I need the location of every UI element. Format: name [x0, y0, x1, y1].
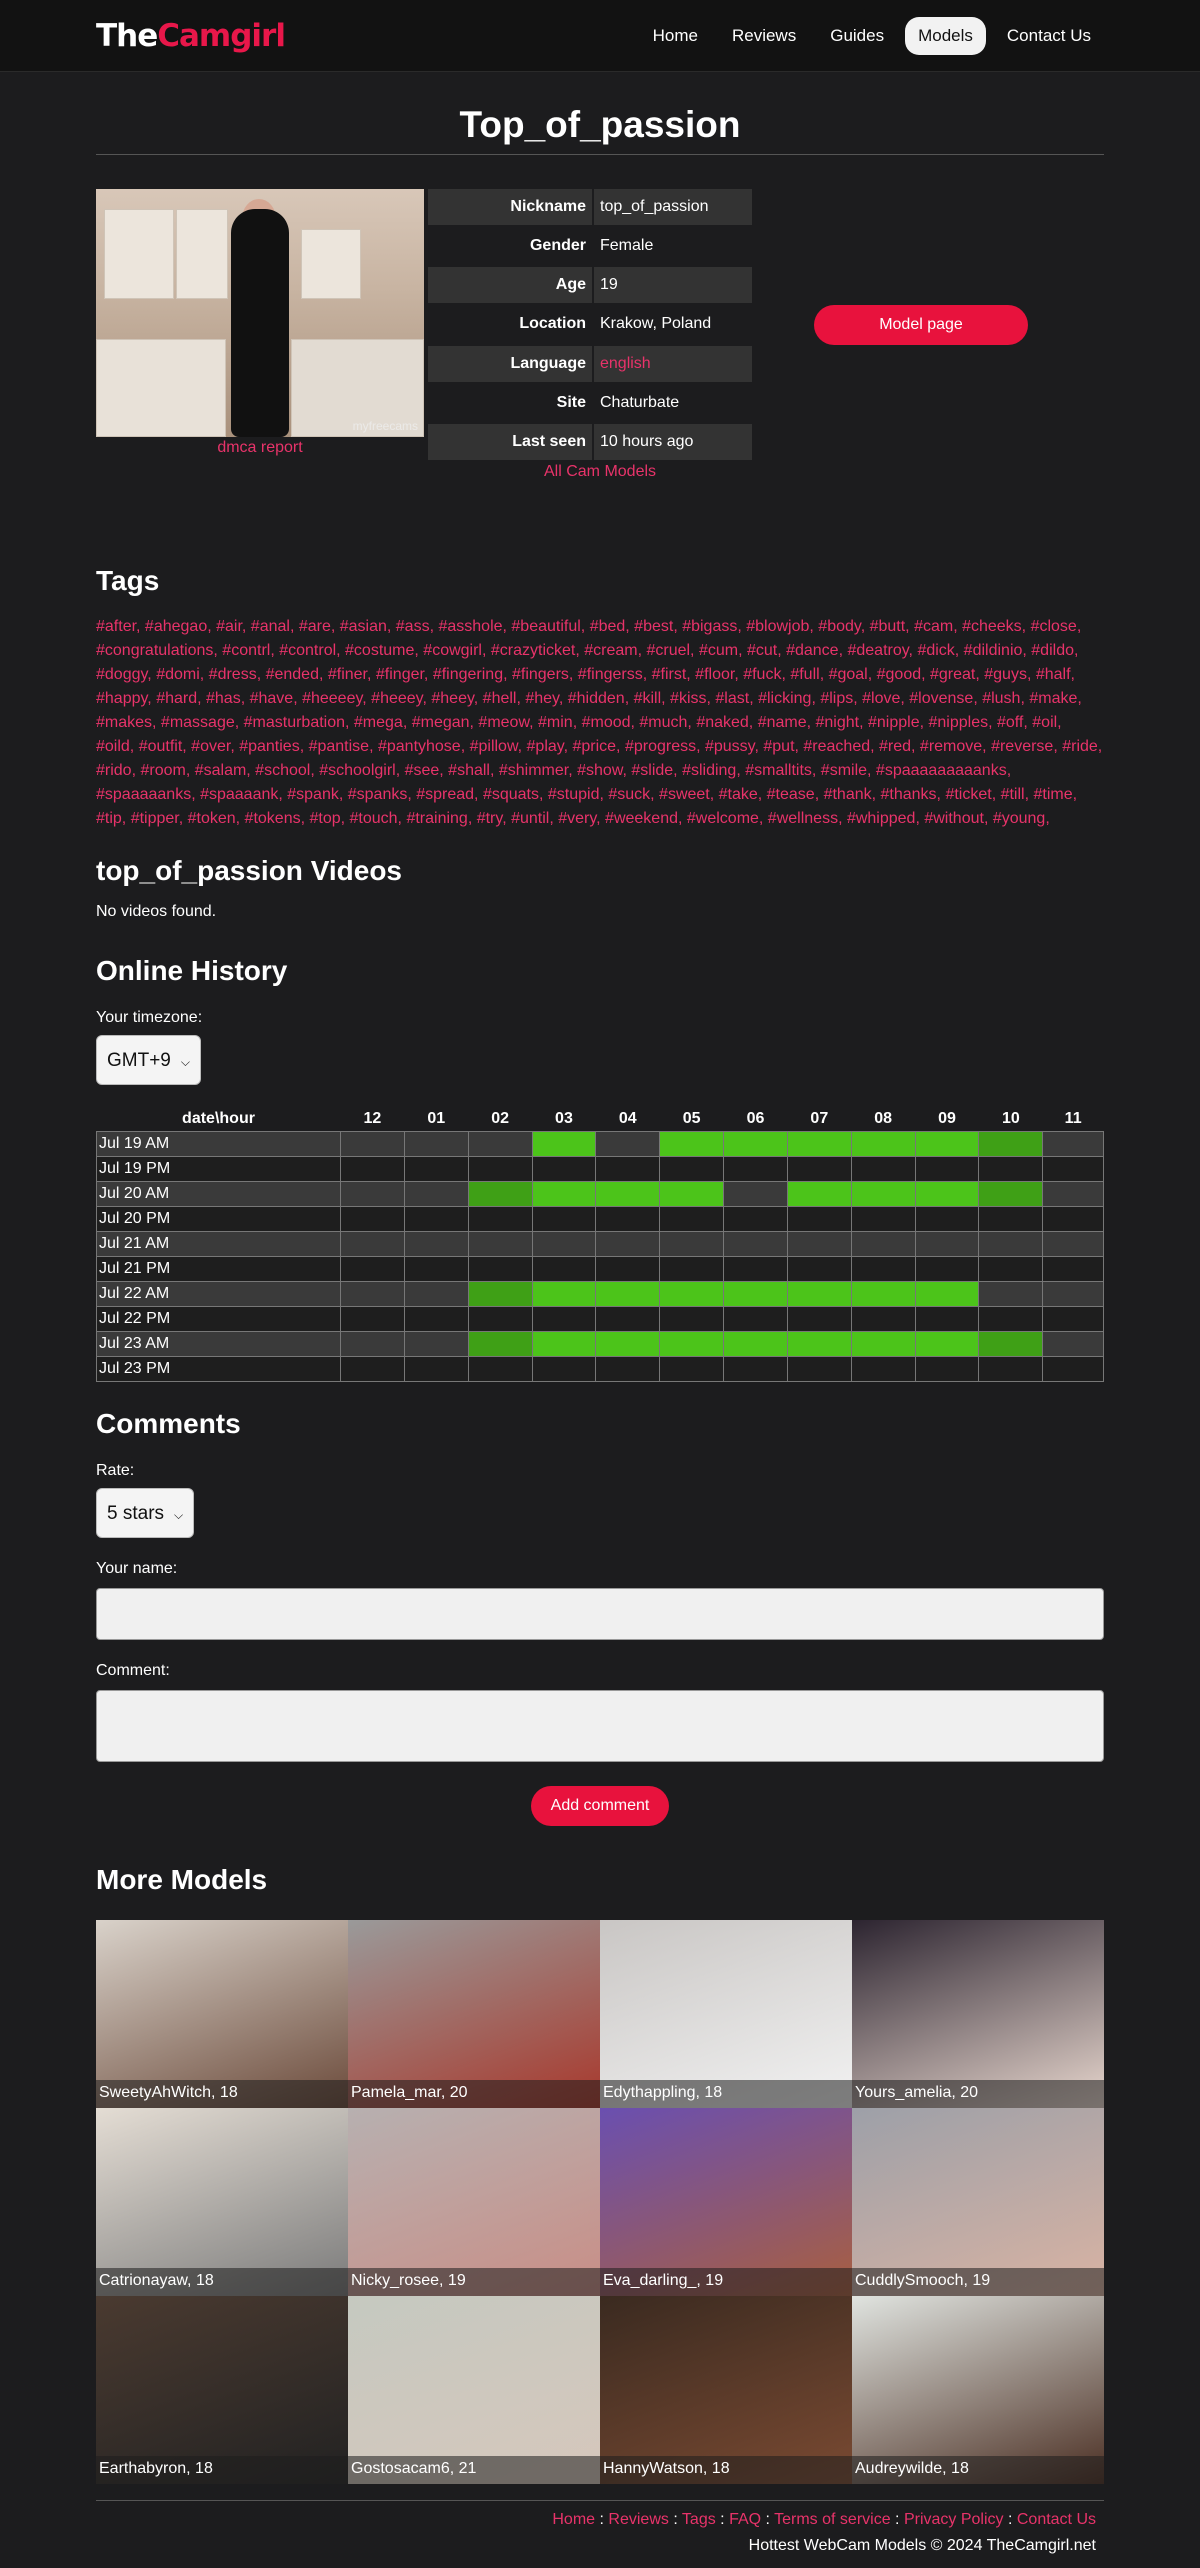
model-card[interactable] [96, 2108, 348, 2296]
info-value: 10 hours ago [592, 424, 752, 460]
history-cell [851, 1356, 915, 1381]
history-cell-online [532, 1181, 596, 1206]
history-cell [724, 1206, 788, 1231]
history-cell [915, 1306, 979, 1331]
hour-header: 05 [682, 1109, 701, 1127]
history-cell-online [724, 1131, 788, 1156]
rate-label: Rate: [96, 1461, 135, 1479]
copyright-text: Hottest WebCam Models © 2024 TheCamgirl.net [748, 2536, 1096, 2554]
footer-link-faq[interactable]: FAQ [729, 2510, 762, 2528]
history-cell-online [468, 1181, 532, 1206]
history-row [97, 1156, 1104, 1181]
history-cell [1043, 1181, 1104, 1206]
hour-header: 07 [810, 1109, 829, 1127]
logo-part-2: Camgirl [157, 18, 285, 54]
language-link[interactable]: english [600, 354, 651, 372]
model-card[interactable] [852, 2108, 1104, 2296]
history-cell [851, 1256, 915, 1281]
history-cell [404, 1231, 468, 1256]
history-cell [724, 1256, 788, 1281]
history-cell [1043, 1356, 1104, 1381]
history-cell [468, 1156, 532, 1181]
history-cell [851, 1231, 915, 1256]
history-date-label: Jul 23 AM [97, 1331, 341, 1356]
dmca-report-link[interactable]: dmca report [217, 439, 303, 456]
timezone-label: Your timezone: [96, 1009, 203, 1026]
model-card[interactable] [96, 2296, 348, 2484]
info-key: Last seen [428, 424, 592, 460]
history-cell [787, 1206, 851, 1231]
nav-models[interactable]: Models [905, 17, 986, 55]
history-cell [596, 1206, 660, 1231]
name-label: Your name: [96, 1559, 178, 1577]
history-cell [596, 1131, 660, 1156]
main-content [96, 72, 1104, 2555]
history-cell [404, 1281, 468, 1306]
history-cell-online [724, 1281, 788, 1306]
history-cell-online [468, 1281, 532, 1306]
history-cell [532, 1156, 596, 1181]
add-comment-button[interactable]: Add comment [531, 1786, 669, 1826]
history-cell-online [979, 1331, 1043, 1356]
history-cell [404, 1156, 468, 1181]
history-cell [404, 1131, 468, 1156]
no-videos-text: No videos found. [96, 903, 217, 920]
history-cell-online [468, 1331, 532, 1356]
history-cell-online [915, 1181, 979, 1206]
history-row [97, 1206, 1104, 1231]
history-cell-online [915, 1131, 979, 1156]
history-cell [979, 1356, 1043, 1381]
history-row [97, 1231, 1104, 1256]
history-cell [724, 1356, 788, 1381]
hour-header: 03 [555, 1109, 573, 1127]
history-date-label: Jul 20 PM [97, 1206, 341, 1231]
hour-header: 11 [1064, 1109, 1082, 1127]
history-cell [851, 1206, 915, 1231]
history-cell [596, 1156, 660, 1181]
history-date-label: Jul 22 PM [97, 1306, 341, 1331]
history-cell-online [851, 1331, 915, 1356]
history-cell [915, 1256, 979, 1281]
info-value: Female [592, 228, 752, 264]
footer-divider [96, 2500, 1104, 2501]
model-card-caption: HannyWatson, 18 [600, 2456, 852, 2484]
history-date-label: Jul 20 AM [97, 1181, 341, 1206]
history-cell [341, 1281, 405, 1306]
footer-link-reviews[interactable]: Reviews [608, 2510, 669, 2528]
history-cell [341, 1206, 405, 1231]
history-date-label: Jul 21 AM [97, 1231, 341, 1256]
history-cell [341, 1181, 405, 1206]
chevron-down-icon: ⌵ [174, 1507, 184, 1522]
history-date-label: Jul 19 AM [97, 1131, 341, 1156]
history-cell [660, 1306, 724, 1331]
history-cell [915, 1231, 979, 1256]
history-cell [468, 1306, 532, 1331]
videos-heading: top_of_passion Videos [96, 855, 402, 886]
history-cell-online [851, 1281, 915, 1306]
info-value: Krakow, Poland [592, 306, 752, 342]
model-card-caption: Nicky_rosee, 19 [348, 2268, 600, 2296]
tags-heading: Tags [96, 565, 160, 596]
history-cell [532, 1256, 596, 1281]
model-card[interactable] [852, 1920, 1104, 2108]
history-cell [1043, 1331, 1104, 1356]
history-row [97, 1356, 1104, 1381]
history-date-label: Jul 22 AM [97, 1281, 341, 1306]
history-cell-online [851, 1181, 915, 1206]
history-cell [979, 1306, 1043, 1331]
chevron-down-icon: ⌵ [180, 1055, 190, 1069]
info-key: Age [428, 267, 592, 303]
history-cell-online [915, 1331, 979, 1356]
history-cell [532, 1306, 596, 1331]
history-cell [341, 1256, 405, 1281]
history-cell [979, 1231, 1043, 1256]
history-cell [468, 1231, 532, 1256]
model-card[interactable] [348, 2108, 600, 2296]
history-cell-online [660, 1281, 724, 1306]
history-cell [1043, 1306, 1104, 1331]
history-row [97, 1131, 1104, 1156]
footer-link-tags[interactable]: Tags [681, 2510, 716, 2528]
hour-header: 08 [874, 1109, 893, 1127]
nav-reviews[interactable]: Reviews [731, 26, 797, 45]
hour-header: 04 [618, 1109, 637, 1127]
history-cell [979, 1281, 1043, 1306]
history-cell-online [660, 1181, 724, 1206]
history-row [97, 1306, 1104, 1331]
nav-contact[interactable]: Contact Us [1006, 26, 1091, 45]
model-card[interactable] [600, 1920, 852, 2108]
comment-textarea[interactable] [96, 1690, 1104, 1762]
history-cell [404, 1306, 468, 1331]
info-value: 19 [592, 267, 752, 303]
info-key: Site [556, 393, 586, 411]
history-cell [724, 1306, 788, 1331]
history-cell [851, 1156, 915, 1181]
model-card-caption: Pamela_mar, 20 [348, 2080, 600, 2108]
history-cell [468, 1256, 532, 1281]
history-cell-online [660, 1131, 724, 1156]
model-card-caption: SweetyAhWitch, 18 [96, 2080, 348, 2108]
hour-header: 06 [746, 1109, 765, 1127]
info-key: Nickname [428, 189, 592, 225]
history-cell [660, 1231, 724, 1256]
history-cell-online [851, 1131, 915, 1156]
history-cell [979, 1206, 1043, 1231]
history-cell [341, 1331, 405, 1356]
history-cell [468, 1356, 532, 1381]
history-cell [724, 1156, 788, 1181]
history-cell [660, 1256, 724, 1281]
history-row [97, 1331, 1104, 1356]
nav-guides[interactable]: Guides [830, 26, 885, 45]
timezone-select[interactable] [96, 1035, 201, 1085]
history-cell [341, 1306, 405, 1331]
model-card[interactable] [600, 2296, 852, 2484]
main-nav [640, 17, 1104, 55]
history-cell-online [787, 1131, 851, 1156]
model-card[interactable] [348, 1920, 600, 2108]
hour-header: 10 [1001, 1109, 1020, 1127]
history-cell [660, 1206, 724, 1231]
history-cell [404, 1356, 468, 1381]
history-cell-online [979, 1131, 1043, 1156]
history-cell [404, 1256, 468, 1281]
history-cell [532, 1356, 596, 1381]
history-cell-online [532, 1331, 596, 1356]
model-card-caption: Eva_darling_, 19 [600, 2268, 852, 2296]
photo-watermark: myfreecams [352, 419, 418, 433]
history-cell [660, 1156, 724, 1181]
history-cell [404, 1181, 468, 1206]
tags-list[interactable]: #after, #ahegao, #air, #anal, #are, #asian, #ass, #asshole, #beautiful, #bed, #best, #bigass, #blowjob, #body, #butt, #cam, #cheeks, #close, #congratulations, #contrl, #control, #costume, #cowgirl, #crazyticket, #cream, #cruel, #cum, #cut, #dance, #deatroy, #dick, #dildinio, #dildo, #doggy, #domi, #dress, #ended, #finer, #finger, #fingering, #fingers, #fingerss, #first, #floor, #fuck, #full, #goal, #good, #great, #guys, #half, #happy, #hard, #has, #have, #heeeey, #heeey, #heey, #hell, #hey, #hidden, #kill, #kiss, #last, #licking, #lips, #love, #lovense, #lush, #make, #makes, #massage, #masturbation, #mega, #megan, #meow, #min, #mood, #much, #naked, #name, #night, #nipple, #nipples, #off, #oil, #oild, #outfit, #over, #panties, #pantise, #pantyhose, #pillow, #play, #price, #progress, #pussy, #put, #reached, #red, #remove, #reverse, #ride, #rido, #room, #salam, #school, #schoolgirl, #see, #shall, #shimmer, #show, #slide, #sliding, #smalltits, #smile, #spaaaaaaaaanks, #spaaaaanks, #spaaaank, #spank, #spanks, #spread, #squats, #stupid, #suck, #sweet, #take, #tease, #thank, #thanks, #ticket, #till, #time, #tip, #tipper, #token, #tokens, #top, #touch, #training, #try, #until, #very, #weekend, #welcome, #wellness, #whipped, #without, #young, [96, 618, 1103, 827]
logo-part-1: The [96, 18, 158, 54]
site-logo[interactable] [96, 18, 285, 54]
history-cell [341, 1356, 405, 1381]
more-models-heading: More Models [96, 1863, 268, 1895]
model-card-caption: Yours_amelia, 20 [852, 2080, 1104, 2108]
page-title: Top_of_passion [96, 72, 1104, 155]
history-cell [341, 1131, 405, 1156]
more-models-grid [96, 1920, 1104, 2484]
all-cam-models-link[interactable]: All Cam Models [544, 463, 657, 480]
footer-link-privacy[interactable]: Privacy Policy [903, 2510, 1004, 2528]
online-history-heading: Online History [96, 955, 288, 986]
comment-label: Comment: [96, 1661, 170, 1679]
history-cell [341, 1156, 405, 1181]
info-value: top_of_passion [592, 189, 752, 225]
footer-links: Home : Reviews : Tags : FAQ : Terms of service : Privacy Policy : Contact Us [552, 2510, 1096, 2528]
hour-header: 09 [938, 1109, 956, 1127]
history-cell [596, 1231, 660, 1256]
history-cell [532, 1206, 596, 1231]
history-cell-online [596, 1181, 660, 1206]
name-input[interactable] [96, 1588, 1104, 1640]
history-row [97, 1181, 1104, 1206]
history-cell-online [787, 1331, 851, 1356]
history-cell [787, 1306, 851, 1331]
history-cell [532, 1231, 596, 1256]
history-cell [1043, 1131, 1104, 1156]
history-cell [596, 1306, 660, 1331]
history-cell [1043, 1231, 1104, 1256]
history-cell-online [915, 1281, 979, 1306]
history-cell [468, 1206, 532, 1231]
history-cell-online [532, 1131, 596, 1156]
model-card[interactable] [96, 1920, 348, 2108]
model-card-caption: Gostosacam6, 21 [348, 2456, 600, 2484]
history-cell [979, 1256, 1043, 1281]
footer-link-home[interactable]: Home [552, 2510, 596, 2528]
history-cell [1043, 1256, 1104, 1281]
history-cell [979, 1156, 1043, 1181]
history-cell-online [787, 1181, 851, 1206]
hour-header: 02 [491, 1109, 509, 1127]
history-cell [1043, 1206, 1104, 1231]
top-navbar [0, 0, 1200, 72]
history-cell [915, 1156, 979, 1181]
history-cell-online [532, 1281, 596, 1306]
history-cell [787, 1156, 851, 1181]
history-cell [1043, 1156, 1104, 1181]
history-cell-online [596, 1331, 660, 1356]
footer-link-terms[interactable]: Terms of service [774, 2510, 891, 2528]
model-card-caption: Earthabyron, 18 [96, 2456, 348, 2484]
model-info-table [428, 186, 752, 463]
model-card[interactable] [852, 2296, 1104, 2484]
history-cell [660, 1356, 724, 1381]
history-cell-online [787, 1281, 851, 1306]
history-cell [596, 1256, 660, 1281]
info-key: Gender [529, 237, 586, 255]
info-value: Chaturbate [592, 385, 752, 421]
history-cell [404, 1331, 468, 1356]
comments-heading: Comments [96, 1407, 241, 1439]
model-card-caption: Audreywilde, 18 [852, 2456, 1104, 2484]
history-date-label: Jul 19 PM [97, 1156, 341, 1181]
history-cell [724, 1231, 788, 1256]
history-cell [787, 1356, 851, 1381]
history-row [97, 1256, 1104, 1281]
footer-link-contact[interactable]: Contact Us [1016, 2510, 1096, 2528]
history-cell [787, 1256, 851, 1281]
history-cell [468, 1131, 532, 1156]
history-date-label: Jul 23 PM [97, 1356, 341, 1381]
history-cell [851, 1306, 915, 1331]
nav-home[interactable]: Home [652, 26, 698, 45]
history-cell [341, 1231, 405, 1256]
rate-value: 5 stars [107, 1502, 165, 1524]
model-photo[interactable] [96, 189, 424, 437]
history-cell-online [596, 1281, 660, 1306]
history-cell [915, 1206, 979, 1231]
model-card-caption: Catrionayaw, 18 [96, 2268, 348, 2296]
history-corner-header: date\hour [182, 1109, 255, 1127]
history-row [97, 1281, 1104, 1306]
info-key: Language [428, 346, 592, 382]
model-card[interactable] [348, 2296, 600, 2484]
history-cell [404, 1206, 468, 1231]
profile-section [96, 189, 1104, 480]
history-cell [787, 1231, 851, 1256]
model-card[interactable] [600, 2108, 852, 2296]
online-history-table [96, 1107, 1104, 1382]
history-cell-online [660, 1331, 724, 1356]
history-cell-online [724, 1331, 788, 1356]
history-cell [915, 1356, 979, 1381]
rate-select[interactable] [96, 1488, 194, 1538]
hour-header: 12 [363, 1109, 382, 1127]
history-cell [1043, 1281, 1104, 1306]
info-key: Location [519, 315, 586, 333]
model-card-caption: CuddlySmooch, 19 [852, 2268, 1104, 2296]
history-cell-online [979, 1181, 1043, 1206]
history-cell [724, 1181, 788, 1206]
timezone-value: GMT+9 [107, 1050, 171, 1071]
model-page-button[interactable]: Model page [814, 305, 1028, 345]
history-date-label: Jul 21 PM [97, 1256, 341, 1281]
history-cell [596, 1356, 660, 1381]
hour-header: 01 [427, 1109, 446, 1127]
model-card-caption: Edythappling, 18 [600, 2080, 852, 2108]
